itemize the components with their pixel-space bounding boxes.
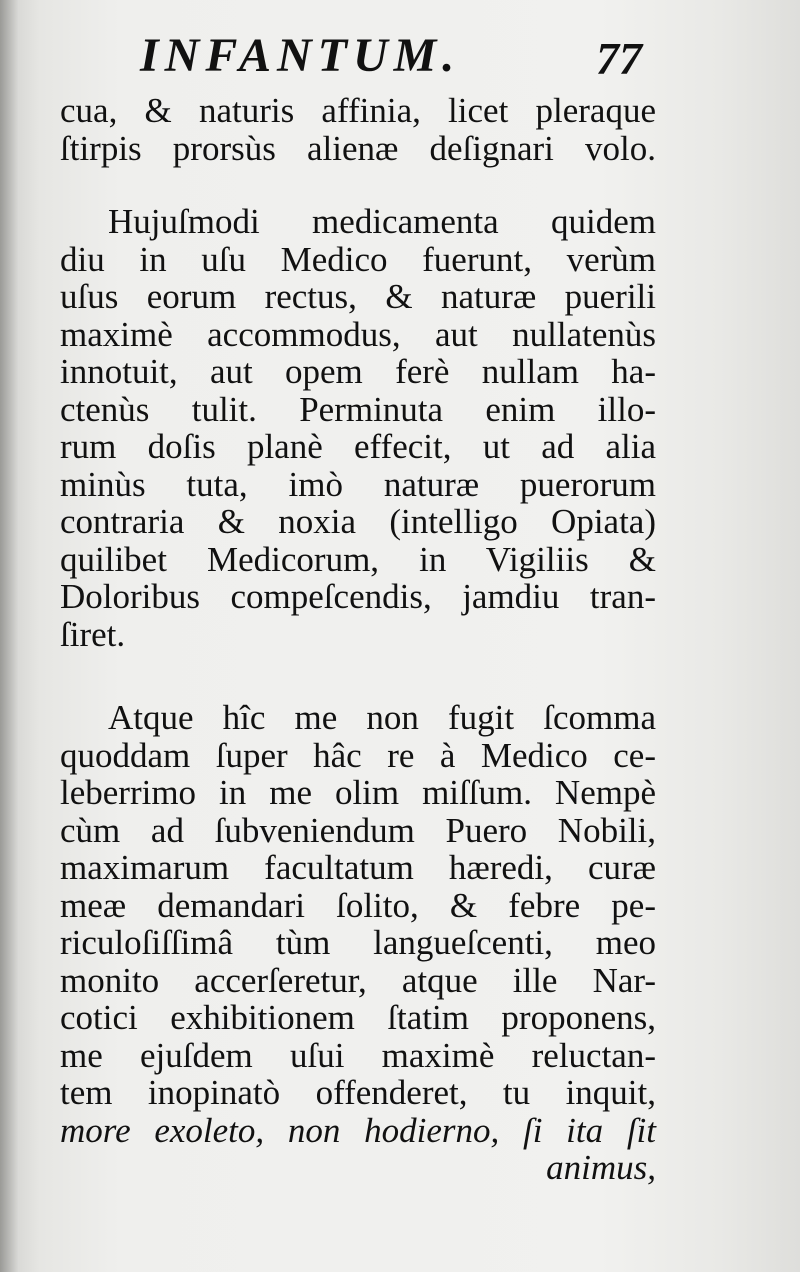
text-line: rum doſis planè effecit, ut ad alia [60,427,656,466]
binding-shadow [0,0,18,1272]
paragraph-gap [60,167,656,203]
text-line: quoddam ſuper hâc re à Medico ce- [60,735,656,775]
text-line: cua, & naturis affinia, licet pleraque [60,91,656,130]
text-line: monito accerſeretur, atque ille Nar- [60,960,656,1000]
text-line: Atque hîc me non fugit ſcomma [108,698,656,737]
running-head: INFANTUM. [140,29,461,82]
text-line: meæ demandari ſolito, & febre pe- [60,885,656,925]
text-line: leberrimo in me olim miſſum. Nempè [60,773,656,812]
text-line: me ejuſdem uſui maximè reluctan- [60,1035,656,1075]
text-line: ſtirpis prorsùs alienæ deſignari volo. [60,128,656,168]
paragraph-gap [60,653,656,699]
text-line: ſiret. [60,614,126,654]
text-line: ctenùs tulit. Perminuta enim illo- [60,389,656,429]
text-line: cùm ad ſubveniendum Puero Nobili, [60,810,656,850]
text-line: Doloribus compeſcendis, jamdiu tran- [60,577,656,616]
text-line: maximarum facultatum hæredi, curæ [60,848,656,887]
text-line: maximè accommodus, aut nullatenùs [60,314,656,354]
catchword: animus, [546,1148,656,1187]
text-line: tem inopinatò offenderet, tu inquit, [60,1073,656,1112]
text-line: minùs tuta, imò naturæ puerorum [60,464,656,504]
page-body [60,92,656,1187]
text-line: cotici exhibitionem ſtatim proponens, [60,998,656,1037]
text-line: riculoſiſſimâ tùm langueſcenti, meo [60,923,656,962]
text-line: diu in uſu Medico fuerunt, verùm [60,239,656,279]
page-number: 77 [596,33,642,84]
text-line: uſus eorum rectus, & naturæ puerili [60,277,656,316]
text-line: contraria & noxia (intelligo Opiata) [60,502,656,541]
text-line: more exoleto, non hodierno, ſi ita ſit [60,1110,656,1150]
page-header [140,28,660,88]
text-line: quilibet Medicorum, in Vigiliis & [60,539,656,579]
text-line: Hujuſmodi medicamenta quidem [108,202,656,241]
text-line: innotuit, aut opem ferè nullam ha- [60,352,656,391]
